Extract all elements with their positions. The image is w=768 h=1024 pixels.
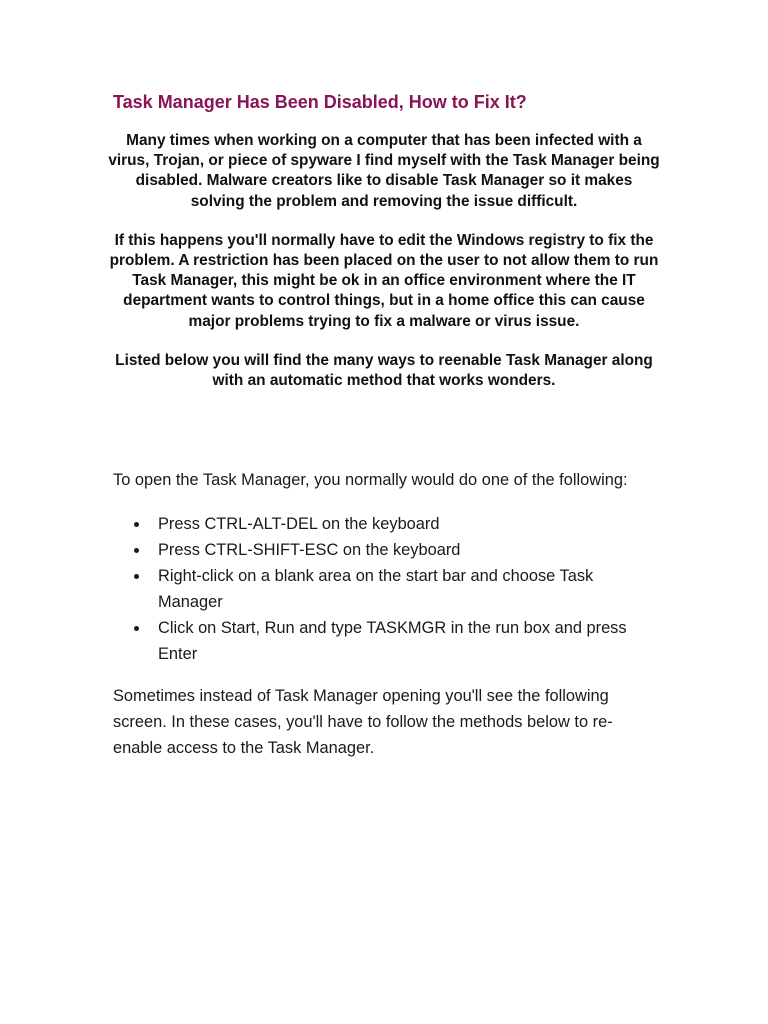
bullet-icon	[134, 626, 139, 631]
list-item-text: Press CTRL-ALT-DEL on the keyboard	[158, 515, 440, 533]
intro-paragraph-registry: If this happens you'll normally have to edit the Windows registry to fix the problem. A restriction has been placed on the user to not allow them to run Task Manager, this might be ok in an office environment where the IT department wants to control things, but in a home office this can cause major problems trying to fix a malware or virus issue.	[109, 231, 659, 330]
article-title: Task Manager Has Been Disabled, How to Fix It?	[113, 92, 527, 112]
bullet-icon	[134, 548, 139, 553]
list-item	[113, 537, 653, 563]
lead-paragraph: To open the Task Manager, you normally would do one of the following:	[113, 471, 628, 489]
intro-paragraph-methods: Listed below you will find the many ways to reenable Task Manager along with an automatic method that works wonders.	[115, 351, 653, 390]
bullet-icon	[134, 522, 139, 527]
bullet-icon	[134, 574, 139, 579]
list-item	[113, 511, 653, 537]
list-item	[113, 563, 653, 615]
list-item	[113, 615, 653, 667]
body-section	[113, 467, 653, 761]
intro-section	[108, 131, 660, 410]
intro-paragraph-infection: Many times when working on a computer that has been infected with a virus, Trojan, or piece of spyware I find myself with the Task Manager being disabled. Malware creators like to disable Task Manager so it makes solving the problem and removing the issue difficult.	[108, 132, 660, 210]
open-methods-list	[113, 511, 653, 667]
list-item-text: Right-click on a blank area on the start bar and choose Task Manager	[158, 567, 594, 611]
list-item-text: Click on Start, Run and type TASKMGR in the run box and press Enter	[158, 619, 627, 663]
list-item-text: Press CTRL-SHIFT-ESC on the keyboard	[158, 541, 461, 559]
closing-paragraph: Sometimes instead of Task Manager opening you'll see the following screen. In these cases, you'll have to follow the methods below to re-enable access to the Task Manager.	[113, 687, 613, 757]
